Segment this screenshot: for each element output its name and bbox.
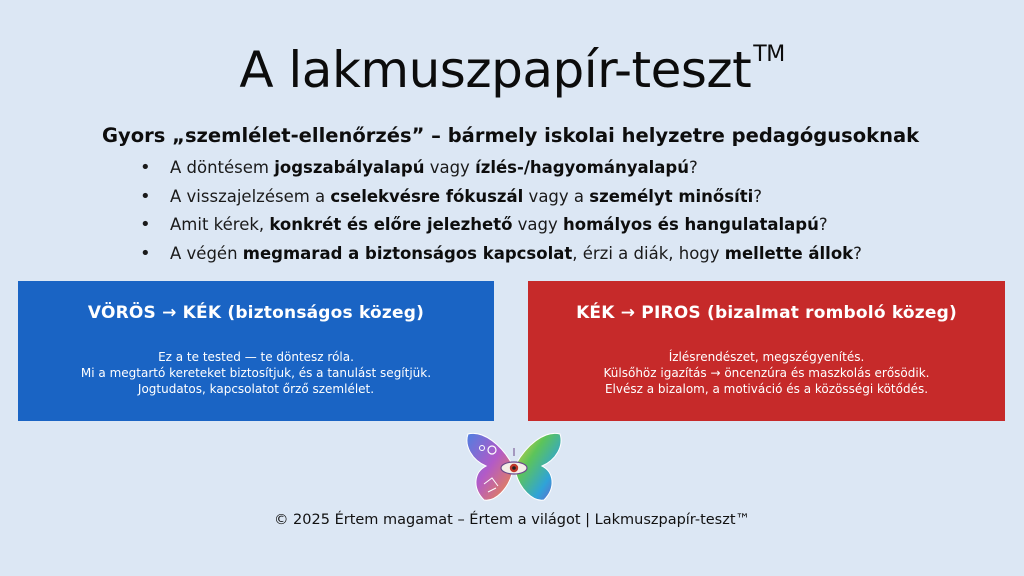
trademark-mark: TM: [753, 42, 785, 67]
bullet-segment: vagy: [424, 158, 476, 177]
bullet-dot-icon: •: [140, 242, 151, 264]
red-box-line: Ízlésrendészet, megszégyenítés.: [668, 350, 865, 364]
bullet-segment: vagy a: [523, 186, 590, 206]
bullet-dot-icon: •: [140, 157, 151, 178]
bullet-list: [140, 154, 862, 268]
trust-destroying-box: [528, 281, 1005, 421]
bullet-item: [140, 240, 862, 269]
bullet-emphasis: megmarad a biztonságos kapcsolat: [242, 243, 573, 263]
bullet-segment: ?: [688, 158, 698, 177]
bullet-emphasis: mellette állok: [724, 243, 854, 263]
bullet-dot-icon: •: [140, 185, 151, 207]
bullet-emphasis: ízlés-/hagyományalapú: [475, 158, 689, 177]
bullet-segment: A visszajelzésem a: [170, 186, 331, 206]
bullet-emphasis: konkrét és előre jelezhető: [269, 215, 513, 234]
red-box-line: Elvész a bizalom, a motiváció és a közösségi kötődés.: [604, 382, 929, 396]
red-box-title: KÉK → PIROS (bizalmat romboló közeg): [576, 303, 957, 323]
bullet-segment: Amit kérek,: [170, 215, 270, 234]
bullet-item: [140, 154, 862, 183]
bullet-segment: ?: [753, 186, 763, 206]
bullet-segment: A döntésem: [170, 158, 275, 177]
safe-box-line: Mi a megtartó kereteket biztosítjuk, és a tanulást segítjük.: [80, 366, 432, 380]
bullet-dot-icon: •: [140, 214, 151, 235]
safe-box-title: VÖRÖS → KÉK (biztonságos közeg): [87, 303, 425, 323]
safe-box-line: Ez a te tested — te döntesz róla.: [158, 350, 354, 364]
bullet-segment: A végén: [170, 243, 243, 263]
safe-environment-box: [18, 281, 494, 421]
bullet-segment: vagy: [512, 215, 564, 234]
safe-box-body: [18, 349, 494, 397]
bullet-segment: ?: [818, 215, 828, 234]
bullet-item: [140, 183, 862, 212]
red-box-line: Külsőhöz igazítás → öncenzúra és maszkolás erősödik.: [603, 366, 930, 380]
rainbow-butterfly-eye-icon: [462, 426, 566, 508]
bullet-emphasis: jogszabályalapú: [274, 158, 425, 177]
slide-title: [0, 22, 1024, 103]
bullet-segment: , érzi a diák, hogy: [572, 243, 725, 263]
bullet-emphasis: személyt minősíti: [589, 186, 754, 206]
safe-box-line: Jogtudatos, kapcsolatot őrző szemlélet.: [137, 382, 375, 396]
slide-subtitle: Gyors „szemlélet-ellenőrzés” – bármely iskolai helyzetre pedagógusoknak: [102, 124, 920, 147]
footer-copyright: © 2025 Értem magamat – Értem a világot | Lakmuszpapír-teszt™: [273, 512, 751, 528]
red-box-body: [528, 349, 1005, 397]
bullet-item: [140, 211, 862, 240]
bullet-emphasis: cselekvésre fókuszál: [330, 186, 524, 206]
bullet-segment: ?: [853, 243, 862, 263]
bullet-emphasis: homályos és hangulatalapú: [563, 215, 819, 234]
title-text: A lakmuszpapír-teszt: [239, 41, 752, 99]
